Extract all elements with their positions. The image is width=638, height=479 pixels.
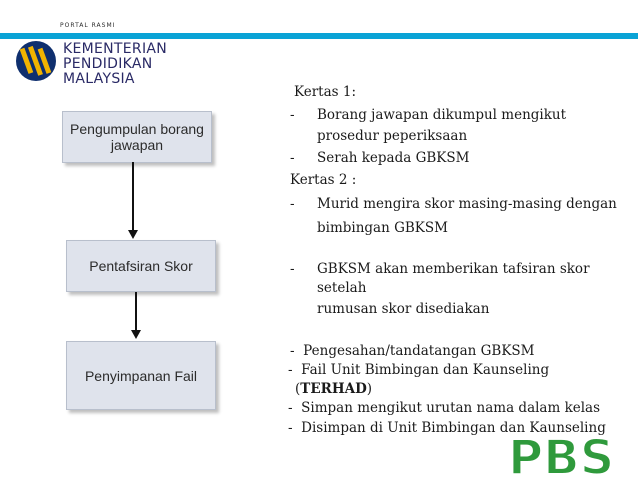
portal-label: PORTAL RASMI — [60, 22, 116, 29]
s3-item1-text: Pengesahan/tandatangan GBKSM — [303, 343, 535, 359]
dash: - — [290, 107, 295, 123]
flow-step-interpretation — [66, 240, 216, 292]
k1-item1-line2: prosedur peperiksaan — [317, 128, 468, 144]
k2-item2-line1: GBKSM akan memberikan tafsiran skor — [317, 261, 590, 277]
restricted-label: TERHAD — [300, 381, 367, 397]
k1-item2: Serah kepada GBKSM — [317, 150, 470, 166]
flow-step-filing — [66, 341, 216, 410]
k2-item1-line2: bimbingan GBKSM — [317, 220, 448, 236]
dash: - — [290, 150, 295, 166]
k2-item2-line2: setelah — [317, 280, 367, 296]
dash: - — [290, 261, 295, 277]
s3-item2-text: Fail Unit Bimbingan dan Kaunseling — [301, 362, 550, 378]
k2-item1-line1: Murid mengira skor masing-masing dengan — [317, 196, 617, 212]
s3-item4-text: Disimpan di Unit Bimbingan dan Kaunseling — [301, 420, 606, 436]
k2-item2-line3: rumusan skor disediakan — [317, 301, 490, 317]
s3-item2-restricted: (TERHAD) — [295, 381, 373, 397]
dash: - — [288, 400, 293, 416]
s3-item3 — [288, 398, 600, 419]
dash: - — [290, 196, 295, 212]
flow-step-filing-label: Penyimpanan Fail — [84, 367, 198, 384]
flow-arrow-1 — [132, 162, 134, 230]
ministry-line-1: KEMENTERIAN — [63, 41, 168, 57]
flow-step-collection — [62, 111, 212, 163]
flow-arrow-2 — [135, 292, 137, 330]
ministry-crest-icon — [14, 36, 58, 86]
pbs-logo-text: PBS — [508, 430, 615, 479]
flow-arrow-1-head — [128, 230, 138, 239]
dash: - — [288, 362, 293, 378]
dash: - — [290, 343, 295, 359]
s3-item3-text: Simpan mengikut urutan nama dalam kelas — [301, 400, 601, 416]
flow-step-collection-label: Pengumpulan borang jawapan — [70, 121, 204, 153]
kertas1-title: Kertas 1: — [294, 84, 356, 100]
s3-item1 — [290, 341, 534, 362]
flow-arrow-2-head — [131, 330, 141, 339]
ministry-line-2: PENDIDIKAN — [63, 56, 153, 72]
flow-step-interpretation-label: Pentafsiran Skor — [89, 258, 193, 274]
s3-item2 — [288, 360, 549, 381]
ministry-line-3: MALAYSIA — [63, 71, 135, 87]
pbs-logo — [506, 430, 638, 479]
ministry-logo[interactable] — [8, 22, 188, 92]
k1-item1-line1: Borang jawapan dikumpul mengikut — [317, 107, 567, 123]
kertas2-title: Kertas 2 : — [290, 172, 357, 188]
dash: - — [288, 420, 293, 436]
